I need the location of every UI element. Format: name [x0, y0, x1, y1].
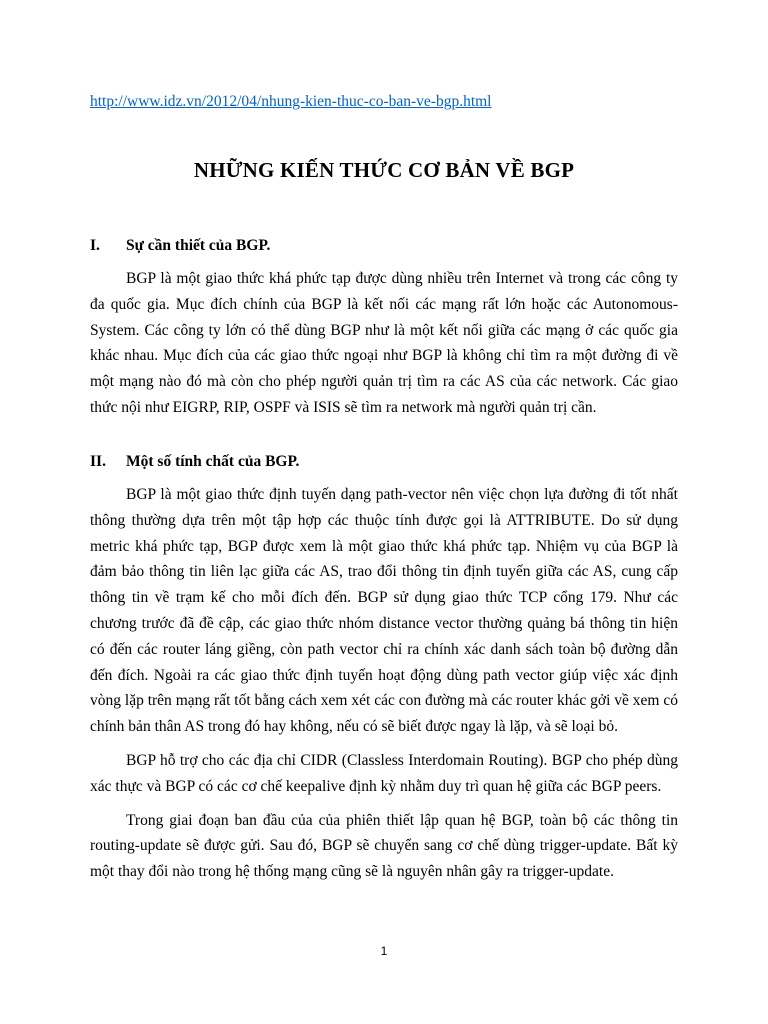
paragraph: BGP là một giao thức định tuyến dạng path-vector nên việc chọn lựa đường đi tốt nhất thông thường dựa trên một tập hợp các thuộc tính được gọi là ATTRIBUTE. Do sử dụng metric khá phức tạp, BGP được xem là một giao thức khá phức tạp. Nhiệm vụ của BGP là đảm bảo thông tin liên lạc giữa các AS, trao đổi thông tin định tuyến giữa các AS, cung cấp thông tin về trạm kế cho mỗi đích đến. BGP sử dụng giao thức TCP cổng 179. Như các chương trước đã đề cập, các giao thức nhóm distance vector thường quảng bá thông tin hiện có đến các router láng giềng, còn path vector chỉ ra chính xác danh sách toàn bộ đường dẫn đến đích. Ngoài ra các giao thức định tuyến hoạt động dùng path vector giúp việc xác định vòng lặp trên mạng rất tốt bằng cách xem xét các con đường mà các router khác gởi về xem có chính bản thân AS trong đó hay không, nếu có sẽ biết được ngay là lặp, và sẽ loại bỏ. [90, 486, 678, 736]
paragraph: BGP hỗ trợ cho các địa chỉ CIDR (Classless Interdomain Routing). BGP cho phép dùng xác thực và BGP có các cơ chế keepalive định kỳ nhằm duy trì quan hệ giữa các BGP peers. [90, 751, 678, 795]
section-heading [90, 451, 678, 473]
section-number: I. [90, 237, 100, 254]
section-2 [90, 451, 678, 885]
document-title: NHỮNG KIẾN THỨC CƠ BẢN VỀ BGP [193, 158, 575, 182]
source-link[interactable]: http://www.idz.vn/2012/04/nhung-kien-thuc-co-ban-ve-bgp.html [90, 93, 492, 110]
page-number: 1 [380, 944, 388, 958]
section-number: II. [90, 453, 106, 470]
paragraph: Trong giai đoạn ban đầu của của phiên thiết lập quan hệ BGP, toàn bộ các thông tin routing-update sẽ được gửi. Sau đó, BGP sẽ chuyển sang cơ chế dùng trigger-update. Bất kỳ một thay đổi nào trong hệ thống mạng cũng sẽ là nguyên nhân gây ra trigger-update. [90, 811, 678, 881]
section-heading-text: Sự cần thiết của BGP. [126, 237, 271, 254]
section-heading [90, 235, 678, 257]
section-heading-text: Một số tính chất của BGP. [126, 453, 300, 470]
paragraph: BGP là một giao thức khá phức tạp được dùng nhiều trên Internet và trong các công ty đa quốc gia. Mục đích chính của BGP là kết nối các mạng rất lớn hoặc các Autonomous-System. Các công ty lớn có thể dùng BGP như là một kết nối giữa các mạng ở các quốc gia khác nhau. Mục đích của các giao thức ngoại như BGP là không chỉ tìm ra một đường đi về một mạng nào đó mà còn cho phép người quản trị tìm ra các AS của các network. Các giao thức nội như EIGRP, RIP, OSPF và ISIS sẽ tìm ra network mà người quản trị cần. [90, 270, 678, 416]
section-1 [90, 235, 678, 421]
